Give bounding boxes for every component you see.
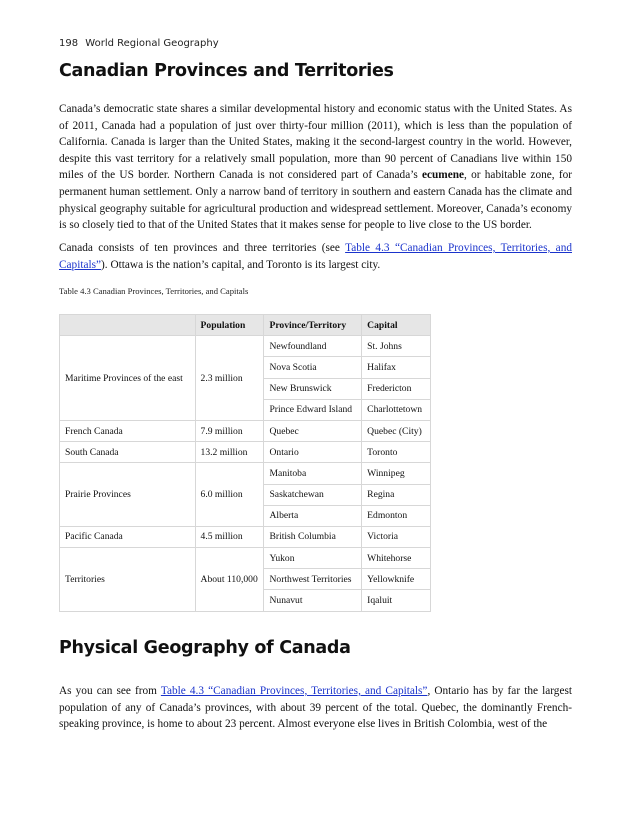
- header-province: Province/Territory: [264, 315, 362, 336]
- running-head: [59, 38, 219, 49]
- capital-cell: Toronto: [362, 442, 431, 463]
- province-cell: Saskatchewan: [264, 484, 362, 505]
- table-reference-link[interactable]: Table 4.3 “Canadian Provinces, Territories, and Capitals”: [160, 685, 428, 697]
- population-cell: 6.0 million: [195, 463, 264, 527]
- paragraph-text: Canada’s democratic state shares a similar developmental history and economic status with the United States. As of 2011, Canada had a population of just over thirty-four million (2011), which is less than the population of California. Canada is larger than the United States, making it the second-largest country in the world. However, despite this vast territory for a relatively small population, more than 90 percent of Canadians live within 150 miles of the US border. Northern Canada is not considered part of Canada’s: [59, 103, 572, 182]
- capital-cell: St. Johns: [362, 336, 431, 357]
- capital-cell: Whitehorse: [362, 548, 431, 569]
- capital-cell: Edmonton: [362, 505, 431, 526]
- province-cell: Yukon: [264, 548, 362, 569]
- section-title-canadian-provinces: Canadian Provinces and Territories: [59, 61, 394, 81]
- table-header-row: [60, 315, 431, 336]
- region-cell: South Canada: [60, 442, 196, 463]
- capital-cell: Iqaluit: [362, 590, 431, 611]
- population-cell: About 110,000: [195, 548, 264, 612]
- paragraph-provinces: [59, 240, 572, 273]
- region-cell: Maritime Provinces of the east: [60, 336, 196, 421]
- capital-cell: Yellowknife: [362, 569, 431, 590]
- table-row: [60, 336, 431, 357]
- table-header: [60, 315, 431, 336]
- capital-cell: Quebec (City): [362, 420, 431, 441]
- provinces-table: [59, 314, 431, 612]
- page-number: 198: [59, 38, 79, 49]
- region-cell: French Canada: [60, 420, 196, 441]
- table-row: [60, 442, 431, 463]
- header-region: [60, 315, 196, 336]
- population-cell: 7.9 million: [195, 420, 264, 441]
- province-cell: Nunavut: [264, 590, 362, 611]
- capital-cell: Charlottetown: [362, 399, 431, 420]
- capital-cell: Victoria: [362, 526, 431, 547]
- section-title-physical-geography: Physical Geography of Canada: [59, 638, 351, 658]
- paragraph-text: ). Ottawa is the nation’s capital, and Toronto is its largest city.: [101, 258, 381, 271]
- population-cell: 13.2 million: [195, 442, 264, 463]
- province-cell: Manitoba: [264, 463, 362, 484]
- region-cell: Prairie Provinces: [60, 463, 196, 527]
- paragraph-intro: [59, 101, 572, 234]
- province-cell: Quebec: [264, 420, 362, 441]
- capital-cell: Winnipeg: [362, 463, 431, 484]
- province-cell: Alberta: [264, 505, 362, 526]
- province-cell: New Brunswick: [264, 378, 362, 399]
- table-reference-link[interactable]: Table 4.3 “Canadian Provinces, Territories, and Capitals”: [59, 242, 572, 271]
- province-cell: Nova Scotia: [264, 357, 362, 378]
- paragraph-text: As you can see from: [59, 685, 161, 697]
- province-cell: Ontario: [264, 442, 362, 463]
- table-row: [60, 548, 431, 569]
- paragraph-text: , or habitable zone, for permanent human settlement. Only a narrow band of territory in southern and eastern Canada has the climate and physical geography suitable for agricultural production and widespread settlement. Moreover, Canada’s economy is so closely tied to that of the United States that it makes sense for people to live close to the US border.: [59, 169, 573, 232]
- province-cell: Newfoundland: [264, 336, 362, 357]
- province-cell: British Columbia: [264, 526, 362, 547]
- table-caption: Table 4.3 Canadian Provinces, Territories, and Capitals: [59, 286, 249, 296]
- capital-cell: Regina: [362, 484, 431, 505]
- region-cell: Territories: [60, 548, 196, 612]
- province-cell: Prince Edward Island: [264, 399, 362, 420]
- paragraph-text: , Ontario has by far the largest population of any of Canada’s provinces, with about 39 percent of the total. Quebec, the dominantly French-speaking province, is home to about 23 percent. Almost everyone else lives in British Colombia, west of the: [59, 685, 572, 731]
- header-capital: Capital: [362, 315, 431, 336]
- capital-cell: Halifax: [362, 357, 431, 378]
- paragraph-physical: [59, 683, 572, 733]
- province-cell: Northwest Territories: [264, 569, 362, 590]
- capital-cell: Fredericton: [362, 378, 431, 399]
- header-population: Population: [195, 315, 264, 336]
- region-cell: Pacific Canada: [60, 526, 196, 547]
- population-cell: 4.5 million: [195, 526, 264, 547]
- table-row: [60, 420, 431, 441]
- table-row: [60, 463, 431, 484]
- table-body: [60, 336, 431, 611]
- book-title: World Regional Geography: [85, 38, 219, 49]
- table-row: [60, 526, 431, 547]
- population-cell: 2.3 million: [195, 336, 264, 421]
- paragraph-text: Canada consists of ten provinces and three territories (see: [59, 242, 346, 254]
- term-ecumene: ecumene: [422, 169, 465, 182]
